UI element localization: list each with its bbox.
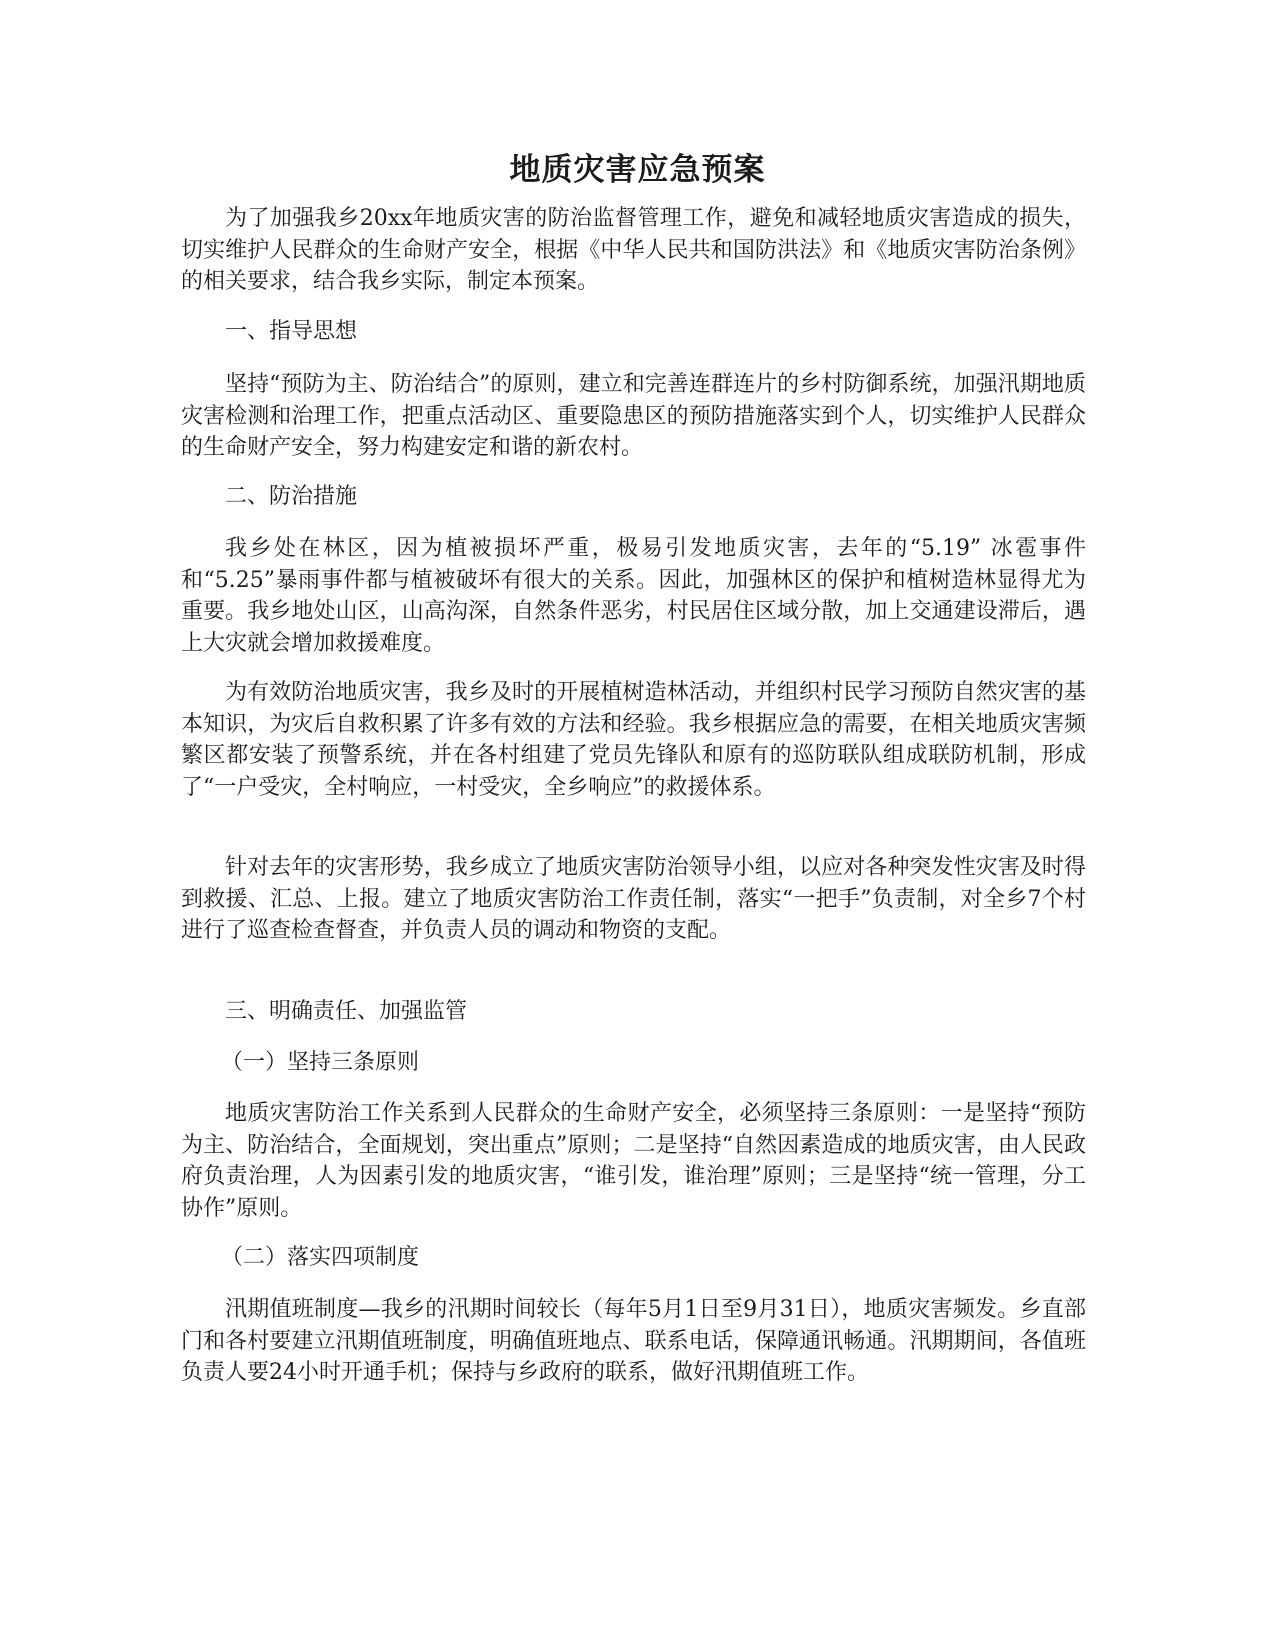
section-3-heading: 三、明确责任、加强监管 — [225, 999, 468, 1024]
section-1-paragraph: 坚持“预防为主、防治结合”的原则，建立和完善连群连片的乡村防御系统，加强汛期地质灾害检测和治理工作，把重点活动区、重要隐患区的预防措施落实到个人，切实维护人民群众的生命财产安全，努力构建安定和谐的新农村。 — [181, 372, 1086, 460]
section-2-paragraph-1: 我乡处在林区，因为植被损坏严重，极易引发地质灾害，去年的“5.19” 冰雹事件和“5.25”暴雨事件都与植被破坏有很大的关系。因此，加强林区的保护和植树造林显得尤为重要。我乡地处山区，山高沟深，自然条件恶劣，村民居住区域分散，加上交通建设滞后，遇上大灾就会增加救援难度。 — [181, 536, 1086, 656]
section-3-sub-2-heading: （二）落实四项制度 — [221, 1245, 420, 1270]
section-2-paragraph-2: 为有效防治地质灾害，我乡及时的开展植树造林活动，并组织村民学习预防自然灾害的基本知识，为灾后自救积累了许多有效的方法和经验。我乡根据应急的需要，在相关地质灾害频繁区都安装了预警系统，并在各村组建了党员先锋队和原有的巡防联队组成联防机制，形成了“一户受灾，全村响应，一村受灾，全乡响应”的救援体系。 — [181, 680, 1086, 800]
section-2-heading: 二、防治措施 — [225, 484, 358, 509]
section-3-sub-1-paragraph: 地质灾害防治工作关系到人民群众的生命财产安全，必须坚持三条原则：一是坚持“预防为主、防治结合，全面规划，突出重点”原则；二是坚持“自然因素造成的地质灾害，由人民政府负责治理，人为因素引发的地质灾害，“谁引发，谁治理”原则；三是坚持“统一管理，分工协作”原则。 — [181, 1101, 1086, 1221]
document-title: 地质灾害应急预案 — [509, 152, 766, 188]
section-3-sub-1-heading: （一）坚持三条原则 — [221, 1050, 420, 1075]
section-2-paragraph-3: 针对去年的灾害形势，我乡成立了地质灾害防治领导小组，以应对各种突发性灾害及时得到救援、汇总、上报。建立了地质灾害防治工作责任制，落实“一把手”负责制，对全乡7个村进行了巡查检查督查，并负责人员的调动和物资的支配。 — [181, 855, 1086, 943]
section-1-heading: 一、指导思想 — [225, 319, 358, 344]
section-3-sub-2-paragraph: 汛期值班制度—我乡的汛期时间较长（每年5月1日至9月31日），地质灾害频发。乡直部门和各村要建立汛期值班制度，明确值班地点、联系电话，保障通讯畅通。汛期期间，各值班负责人要24小时开通手机；保持与乡政府的联系，做好汛期值班工作。 — [181, 1297, 1086, 1385]
intro-paragraph: 为了加强我乡20xx年地质灾害的防治监督管理工作，避免和减轻地质灾害造成的损失，切实维护人民群众的生命财产安全，根据《中华人民共和国防洪法》和《地质灾害防治条例》的相关要求，结合我乡实际，制定本预案。 — [181, 206, 1086, 294]
